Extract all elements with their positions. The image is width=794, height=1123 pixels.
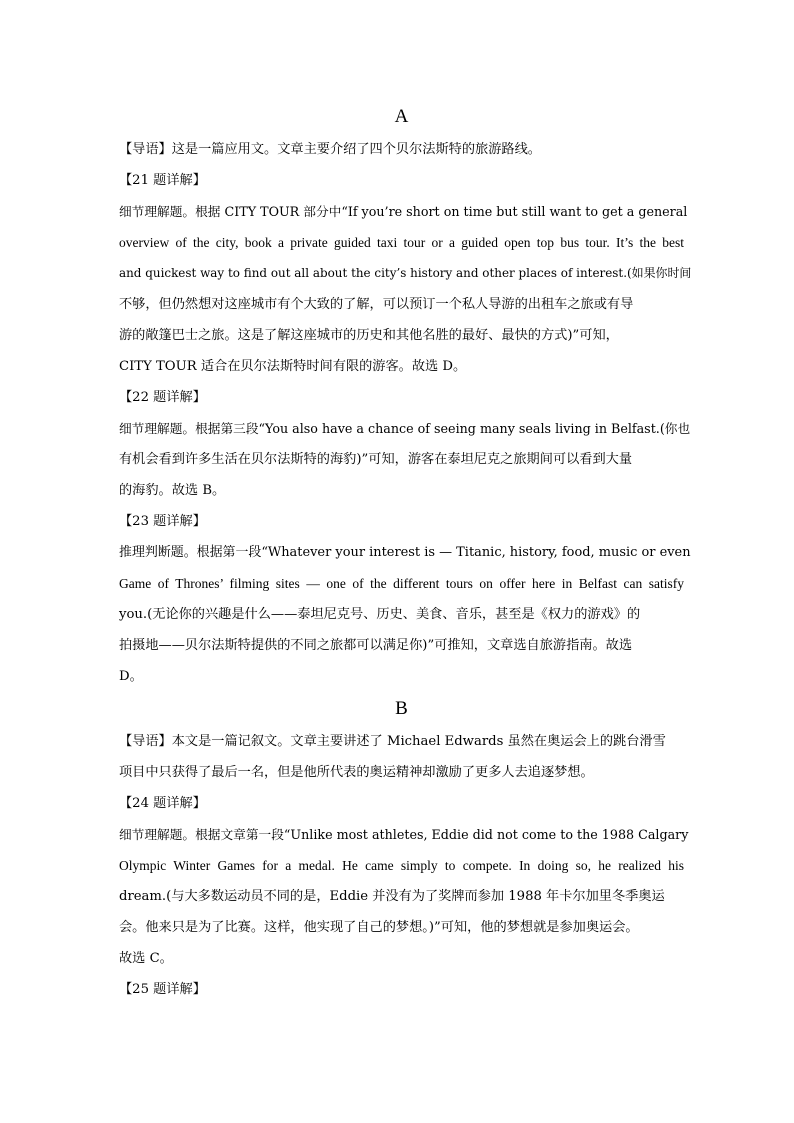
- question-23-text-line-5: D。: [119, 669, 143, 684]
- question-24-heading: 【24 题详解】: [119, 796, 206, 811]
- question-21-text-line-5: 游的敞篷巴士之旅。这是了解这座城市的历史和其他名胜的最好、最快的方式)”可知，: [119, 328, 619, 343]
- question-21-text-line-1: 细节理解题。根据 CITY TOUR 部分中“If you’re short on time but still want to get a general: [119, 204, 688, 219]
- section-a-title: A: [394, 106, 409, 127]
- question-23-text-line-1: 推理判断题。根据第一段“Whatever your interest is — Titanic, history, food, music or even: [119, 545, 691, 560]
- question-21-text-line-3: and quickest way to find out all about the city’s history and other places of interest.(如果你时间: [119, 266, 692, 280]
- question-24-text-line-2: Olympic Winter Games for a medal. He came simply to compete. In doing so, he realized his: [119, 858, 684, 873]
- question-24-text-line-1: 细节理解题。根据文章第一段“Unlike most athletes, Eddie did not come to the 1988 Calgary: [119, 827, 689, 842]
- question-25-heading: 【25 题详解】: [119, 982, 206, 997]
- question-22-heading: 【22 题详解】: [119, 390, 206, 405]
- question-23-text-line-2: Game of Thrones’ filming sites — one of the different tours on offer here in Belfast can satisfy: [119, 576, 684, 591]
- question-21-heading: 【21 题详解】: [119, 173, 206, 188]
- question-24-text-line-5: 故选 C。: [119, 951, 173, 966]
- section-b-title: B: [395, 698, 408, 719]
- question-24-text-line-3: dream.(与大多数运动员不同的是，Eddie 并没有为了奖牌而参加 1988 年卡尔加里冬季奥运: [119, 889, 665, 904]
- section-b-intro-line-1: 【导语】本文是一篇记叙文。文章主要讲述了 Michael Edwards 虽然在奥运会上的跳台滑雪: [119, 734, 666, 749]
- question-22-text-line-3: 的海豹。故选 B。: [119, 483, 226, 498]
- question-21-text-line-4: 不够，但仍然想对这座城市有个大致的了解，可以预订一个私人导游的出租车之旅或有导: [119, 297, 634, 312]
- question-23-heading: 【23 题详解】: [119, 514, 206, 529]
- question-22-text-line-2: 有机会看到许多生活在贝尔法斯特的海豹)”可知，游客在泰坦尼克之旅期间可以看到大量: [119, 452, 633, 467]
- question-21-text-line-6: CITY TOUR 适合在贝尔法斯特时间有限的游客。故选 D。: [119, 359, 467, 374]
- question-23-text-line-3: you.(无论你的兴趣是什么——泰坦尼克号、历史、美食、音乐，甚至是《权力的游戏》的: [119, 607, 641, 622]
- question-21-text-line-2: overview of the city, book a private guided taxi tour or a guided open top bus tour. It’s the best: [119, 235, 684, 250]
- document-page: [119, 100, 692, 1005]
- section-b-intro-line-2: 项目中只获得了最后一名，但是他所代表的奥运精神却激励了更多人去追逐梦想。: [119, 765, 594, 780]
- section-a-intro: 【导语】这是一篇应用文。文章主要介绍了四个贝尔法斯特的旅游路线。: [119, 142, 541, 157]
- question-24-text-line-4: 会。他来只是为了比赛。这样，他实现了自己的梦想。)”可知，他的梦想就是参加奥运会。: [119, 920, 639, 935]
- question-22-text-line-1: 细节理解题。根据第三段“You also have a chance of seeing many seals living in Belfast.(你也: [119, 421, 691, 436]
- question-23-text-line-4: 拍摄地——贝尔法斯特提供的不同之旅都可以满足你)”可推知，文章选自旅游指南。故选: [119, 638, 633, 653]
